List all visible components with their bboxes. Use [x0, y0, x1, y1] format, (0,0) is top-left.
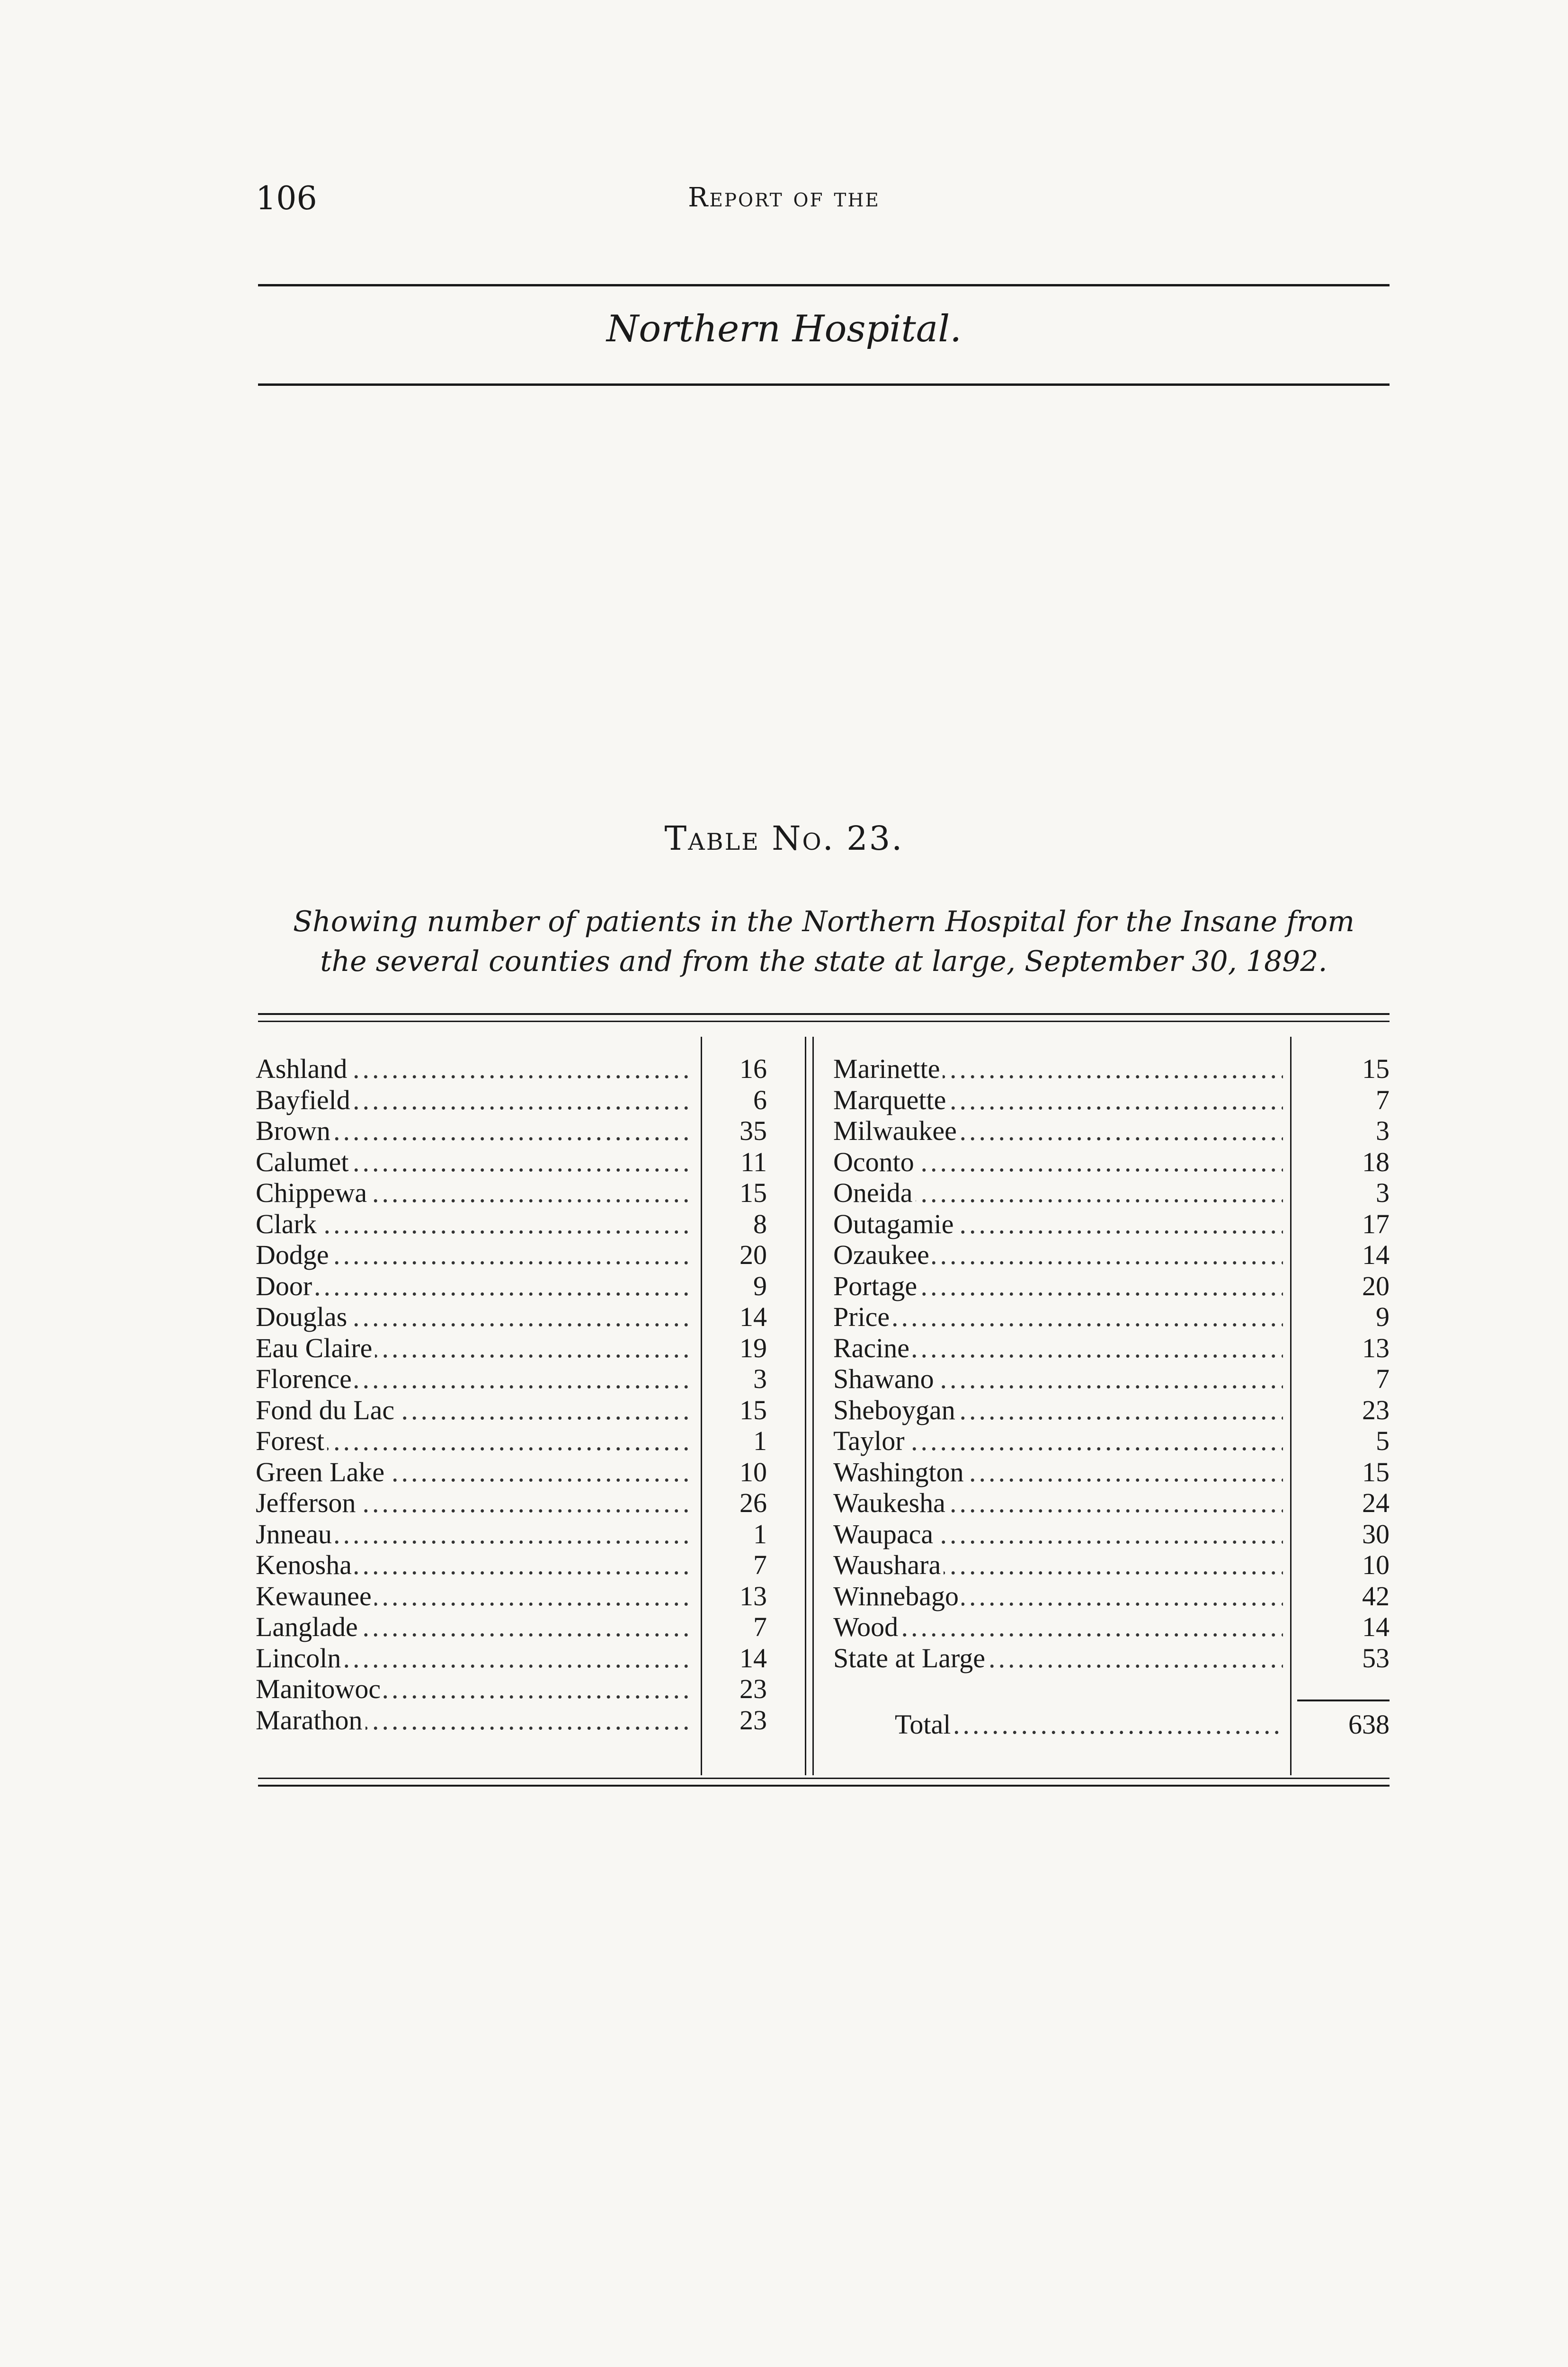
table-row: [256, 1705, 694, 1736]
patient-count: 23: [1362, 1394, 1390, 1425]
total-count: 638: [1348, 1709, 1390, 1740]
table-rule-bottom-1: [258, 1778, 1390, 1779]
patient-count: 14: [1362, 1611, 1390, 1642]
patient-count: 30: [1362, 1518, 1390, 1549]
table-row: [833, 1395, 1283, 1426]
patient-count: 7: [753, 1549, 767, 1580]
patient-count: 42: [1362, 1580, 1390, 1611]
patient-count: 9: [753, 1270, 767, 1301]
table-row: [833, 1581, 1283, 1612]
table-row: [256, 1611, 694, 1643]
patient-count: 5: [1376, 1425, 1390, 1456]
county-name: Price: [833, 1301, 892, 1332]
patient-count: 10: [1362, 1549, 1390, 1580]
patient-count: 6: [753, 1084, 767, 1115]
county-name: Marquette: [833, 1085, 949, 1115]
patient-count: 3: [1376, 1115, 1390, 1146]
county-name: Green Lake: [256, 1457, 387, 1487]
county-name: Ashland: [256, 1053, 350, 1084]
header-rule-bottom: [258, 383, 1390, 386]
center-divider-1: [805, 1037, 806, 1775]
county-name: Marathon: [256, 1705, 365, 1735]
county-name: Jnneau: [256, 1519, 335, 1549]
table-row: [256, 1147, 694, 1178]
table-row: [256, 1271, 694, 1302]
table-caption: [256, 902, 1392, 981]
table-rule-top-1: [258, 1013, 1390, 1015]
patient-count: 14: [739, 1642, 767, 1673]
county-name: Fond du Lac: [256, 1395, 397, 1425]
county-name: Wood: [833, 1611, 901, 1642]
table-row: [256, 1673, 694, 1705]
total-label: Total: [895, 1709, 953, 1740]
table-row: [256, 1457, 694, 1488]
county-name: Milwaukee: [833, 1115, 960, 1146]
county-name: Oconto: [833, 1147, 917, 1177]
table-row: [833, 1425, 1283, 1457]
left-count-divider: [701, 1037, 702, 1775]
patient-count: 9: [1376, 1301, 1390, 1332]
county-name: Shawano: [833, 1363, 937, 1394]
table-row: [833, 1611, 1283, 1643]
county-name: Chippewa: [256, 1177, 370, 1208]
patient-count: 15: [739, 1177, 767, 1208]
table-row: [833, 1147, 1283, 1178]
table-row: [256, 1395, 694, 1426]
table-row: [833, 1271, 1283, 1302]
patient-count: 7: [753, 1611, 767, 1642]
patient-count: 7: [1376, 1084, 1390, 1115]
patient-count: 1: [753, 1518, 767, 1549]
running-head: Report of the: [688, 182, 880, 213]
county-name: Oneida: [833, 1177, 916, 1208]
county-name: Marinette: [833, 1053, 943, 1084]
county-name: Washington: [833, 1457, 967, 1487]
patient-count: 20: [739, 1239, 767, 1270]
table-row: [833, 1457, 1283, 1488]
table-row: [256, 1487, 694, 1519]
total-rule: [1297, 1700, 1390, 1701]
county-name: Ozaukee: [833, 1239, 932, 1270]
patient-count: 3: [753, 1363, 767, 1394]
county-name: Florence: [256, 1363, 355, 1394]
county-name: Portage: [833, 1271, 920, 1301]
county-name: Kewaunee: [256, 1581, 374, 1611]
patient-count: 13: [1362, 1332, 1390, 1363]
county-name: Winnebago: [833, 1581, 962, 1611]
table-row: [256, 1209, 694, 1240]
county-name: Douglas: [256, 1301, 350, 1332]
header-rule-top: [258, 284, 1390, 286]
patient-count: 15: [1362, 1456, 1390, 1487]
table-row: [833, 1301, 1283, 1333]
right-count-divider: [1290, 1037, 1292, 1775]
patient-count: 1: [753, 1425, 767, 1456]
patient-count: 8: [753, 1208, 767, 1239]
center-divider-2: [812, 1037, 814, 1775]
patient-count: 14: [739, 1301, 767, 1332]
table-rule-top-2: [258, 1021, 1390, 1022]
table-row: [833, 1053, 1283, 1085]
table-row: [833, 1085, 1283, 1116]
patient-count: 7: [1376, 1363, 1390, 1394]
table-row: [256, 1115, 694, 1147]
county-name: Dodge: [256, 1239, 332, 1270]
table-row: [833, 1177, 1283, 1209]
table-row: [256, 1581, 694, 1612]
county-name: Racine: [833, 1333, 912, 1363]
table-row: [256, 1239, 694, 1271]
patient-count: 11: [740, 1146, 767, 1177]
county-name: Eau Claire: [256, 1333, 375, 1363]
county-name: Outagamie: [833, 1209, 956, 1239]
county-name: Taylor: [833, 1425, 908, 1456]
patient-count: 13: [739, 1580, 767, 1611]
table-row: [833, 1333, 1283, 1364]
county-name: Bayfield: [256, 1085, 353, 1115]
county-name: Door: [256, 1271, 315, 1301]
caption-line-2: the several counties and from the state at large, September 30, 1892.: [320, 945, 1327, 978]
county-name: Waupaca: [833, 1519, 936, 1549]
table-row: [833, 1239, 1283, 1271]
table-row: [256, 1425, 694, 1457]
county-name: Brown: [256, 1115, 333, 1146]
patient-count: 17: [1362, 1208, 1390, 1239]
patient-count: 20: [1362, 1270, 1390, 1301]
patient-count: 24: [1362, 1487, 1390, 1518]
patient-count: 10: [739, 1456, 767, 1487]
patient-count: 16: [739, 1053, 767, 1084]
patient-count: 19: [739, 1332, 767, 1363]
county-name: Jefferson: [256, 1487, 359, 1518]
patient-count: 53: [1362, 1642, 1390, 1673]
section-title: Northern Hospital.: [606, 308, 962, 350]
county-name: State at Large: [833, 1643, 988, 1673]
patient-count: 26: [739, 1487, 767, 1518]
table-row: [833, 1519, 1283, 1550]
county-name: Forest: [256, 1425, 327, 1456]
table-row: [833, 1549, 1283, 1581]
table-row: [256, 1549, 694, 1581]
table-row: [256, 1053, 694, 1085]
table-rule-bottom-2: [258, 1785, 1390, 1787]
patient-count: 3: [1376, 1177, 1390, 1208]
patient-count: 15: [739, 1394, 767, 1425]
table-row: [833, 1115, 1283, 1147]
county-name: Waukesha: [833, 1487, 948, 1518]
county-name: Kenosha: [256, 1549, 355, 1580]
table-row: [256, 1363, 694, 1395]
table-row: [833, 1363, 1283, 1395]
patient-count: 35: [739, 1115, 767, 1146]
patient-count: 15: [1362, 1053, 1390, 1084]
county-name: Langlade: [256, 1611, 361, 1642]
total-row: [833, 1709, 1283, 1740]
patient-count: 18: [1362, 1146, 1390, 1177]
county-name: Calumet: [256, 1147, 352, 1177]
county-name: Manitowoc: [256, 1673, 383, 1704]
caption-line-1: Showing number of patients in the Northern Hospital for the Insane from: [293, 905, 1355, 938]
county-name: Clark: [256, 1209, 320, 1239]
table-row: [833, 1209, 1283, 1240]
table-row: [833, 1487, 1283, 1519]
table-row: [256, 1519, 694, 1550]
table-row: [256, 1301, 694, 1333]
table-row: [833, 1643, 1283, 1674]
table-title: Table No. 23.: [664, 819, 904, 858]
table-row: [256, 1177, 694, 1209]
county-name: Lincoln: [256, 1643, 344, 1673]
patient-count: 23: [739, 1673, 767, 1704]
table-row: [256, 1333, 694, 1364]
patient-count: 14: [1362, 1239, 1390, 1270]
page-number: 106: [256, 180, 317, 217]
table-row: [256, 1643, 694, 1674]
patient-count: 23: [739, 1704, 767, 1735]
county-name: Sheboygan: [833, 1395, 958, 1425]
county-name: Waushara: [833, 1549, 944, 1580]
table-row: [256, 1085, 694, 1116]
